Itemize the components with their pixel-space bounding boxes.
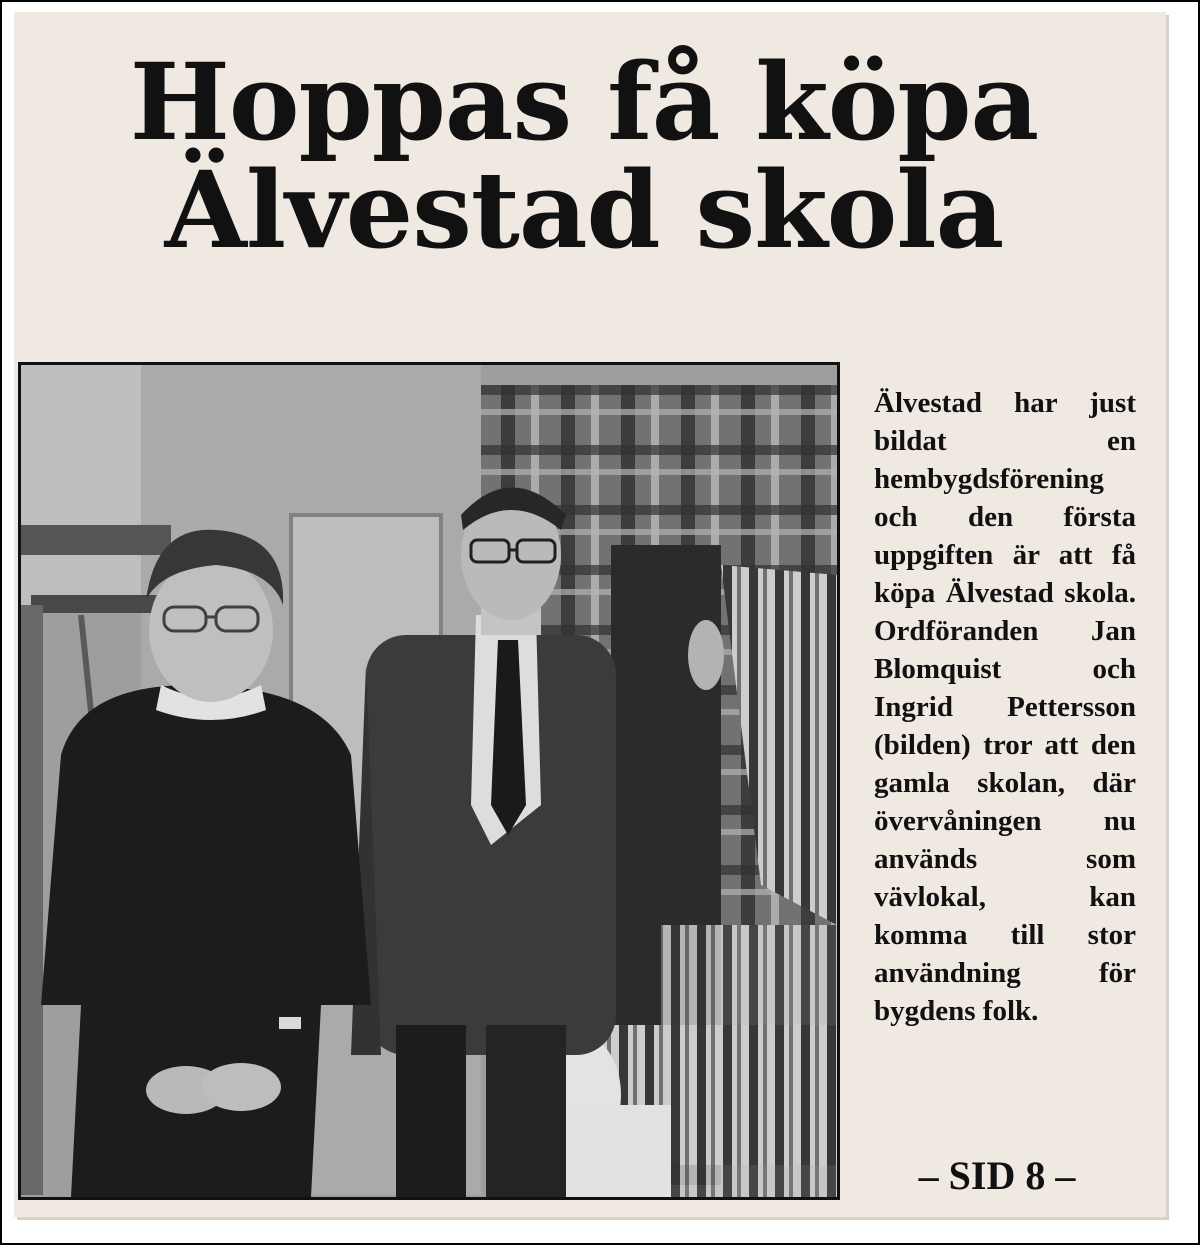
headline-line-1: Hoppas få köpa (129, 39, 1039, 164)
article-photo (18, 362, 840, 1200)
page-reference: – SID 8 – (918, 1153, 1076, 1198)
article-body: Älvestad har just bildat en hembygdsförening och den första uppgiften är att få köpa Älvestad skola. Ordföranden Jan Blomquist och Ingrid Pettersson (bilden) tror att den gamla skolan, där övervåningen nu används som vävlokal, kan komma till stor användning för bygdens folk. (874, 387, 1136, 1027)
article-headline (14, 39, 1154, 272)
headline-line-2: Älvestad skola (164, 147, 1004, 272)
newspaper-clipping (14, 12, 1166, 1217)
